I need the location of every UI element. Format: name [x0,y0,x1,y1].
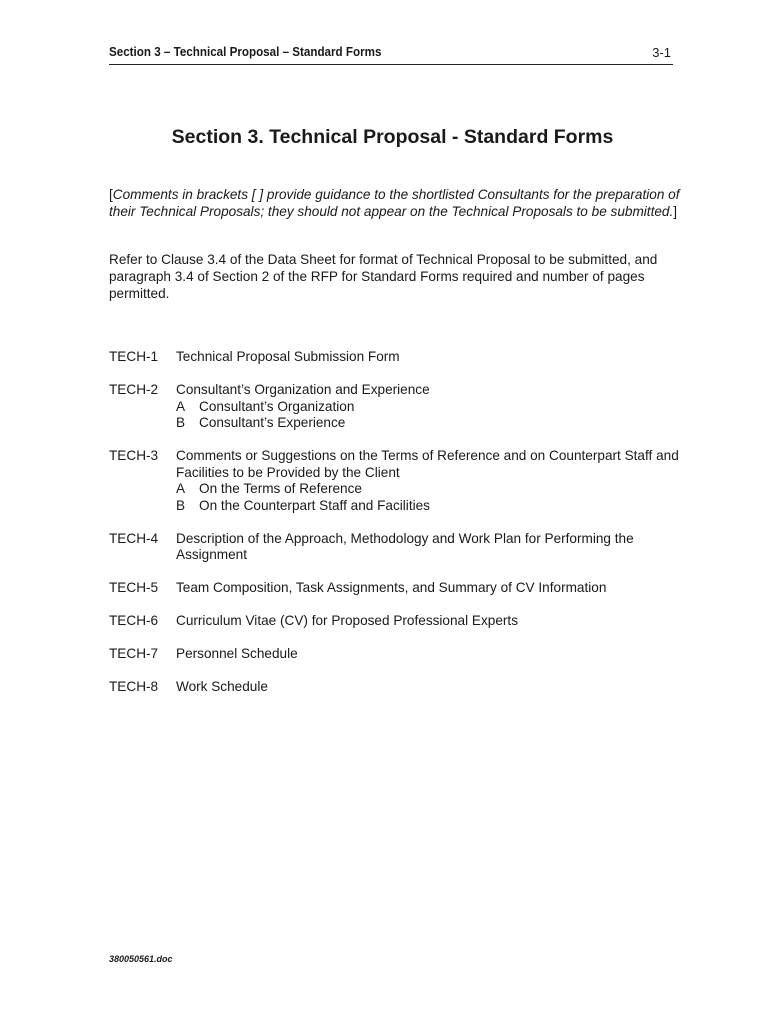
subitem-text: Consultant’s Organization [199,398,355,414]
subitem-letter: B [176,415,186,430]
tech-form-item [109,580,684,597]
tech-form-subitem [176,415,684,432]
tech-form-item [109,349,684,366]
tech-form-code: TECH-2 [109,382,159,397]
guidance-note [109,186,684,220]
tech-form-title: Technical Proposal Submission Form [176,349,400,364]
tech-form-title: Work Schedule [176,679,268,694]
page-title: Section 3. Technical Proposal - Standard Forms [171,126,614,148]
note-open-bracket: [ [109,187,113,202]
tech-form-title: Personnel Schedule [176,646,298,661]
tech-form-item [109,679,684,696]
tech-form-code: TECH-1 [109,349,159,364]
header-page-number: 3-1 [652,45,671,60]
subitem-letter: B [176,497,186,513]
tech-form-code: TECH-8 [109,679,159,694]
page-header [109,45,673,65]
tech-form-item [109,646,684,663]
note-close-bracket: ] [673,204,678,219]
tech-form-body [176,646,684,663]
footer-filename: 380050561.doc [109,954,173,964]
tech-form-body [176,580,684,597]
tech-form-title: Team Composition, Task Assignments, and Summary of CV Information [176,580,607,595]
subitem-text: Consultant’s Experience [199,415,346,430]
tech-form-subitem [176,399,684,416]
note-text: Comments in brackets [ ] provide guidance to the shortlisted Consultants for the preparation of their Technical Proposals; they should not appear on the Technical Proposals to be submitted. [109,187,680,219]
tech-form-item [109,531,684,564]
tech-form-title: Comments or Suggestions on the Terms of Reference and on Counterpart Staff and Facilities to be Provided by the Client [176,448,679,480]
subitem-letter: A [176,481,186,496]
subitem-letter: A [176,398,186,414]
tech-form-item [109,382,684,432]
tech-form-body [176,679,684,696]
tech-form-body [176,613,684,630]
tech-form-code: TECH-7 [109,646,159,661]
tech-form-subitem [176,498,684,515]
tech-form-item [109,613,684,630]
subitem-text: On the Terms of Reference [199,481,362,496]
tech-form-code: TECH-5 [109,580,159,595]
tech-form-body [176,382,684,432]
tech-form-title: Curriculum Vitae (CV) for Proposed Professional Experts [176,613,518,628]
tech-form-code: TECH-6 [109,613,159,628]
refer-paragraph: Refer to Clause 3.4 of the Data Sheet for format of Technical Proposal to be submitted, and paragraph 3.4 of Section 2 of the RFP for Standard Forms required and number of pages permitted. [109,252,658,301]
tech-form-title: Consultant’s Organization and Experience [176,382,430,397]
tech-form-subitem [176,481,684,498]
tech-form-body [176,349,684,366]
tech-form-item [109,448,684,514]
subitem-text: On the Counterpart Staff and Facilities [199,497,430,513]
tech-form-code: TECH-3 [109,448,159,463]
tech-form-code: TECH-4 [109,530,159,546]
tech-form-body [176,448,684,514]
tech-forms-list [109,349,684,712]
header-title: Section 3 – Technical Proposal – Standard Forms [109,45,382,59]
tech-form-body [176,531,684,564]
tech-form-title: Description of the Approach, Methodology and Work Plan for Performing the Assignment [176,530,634,562]
